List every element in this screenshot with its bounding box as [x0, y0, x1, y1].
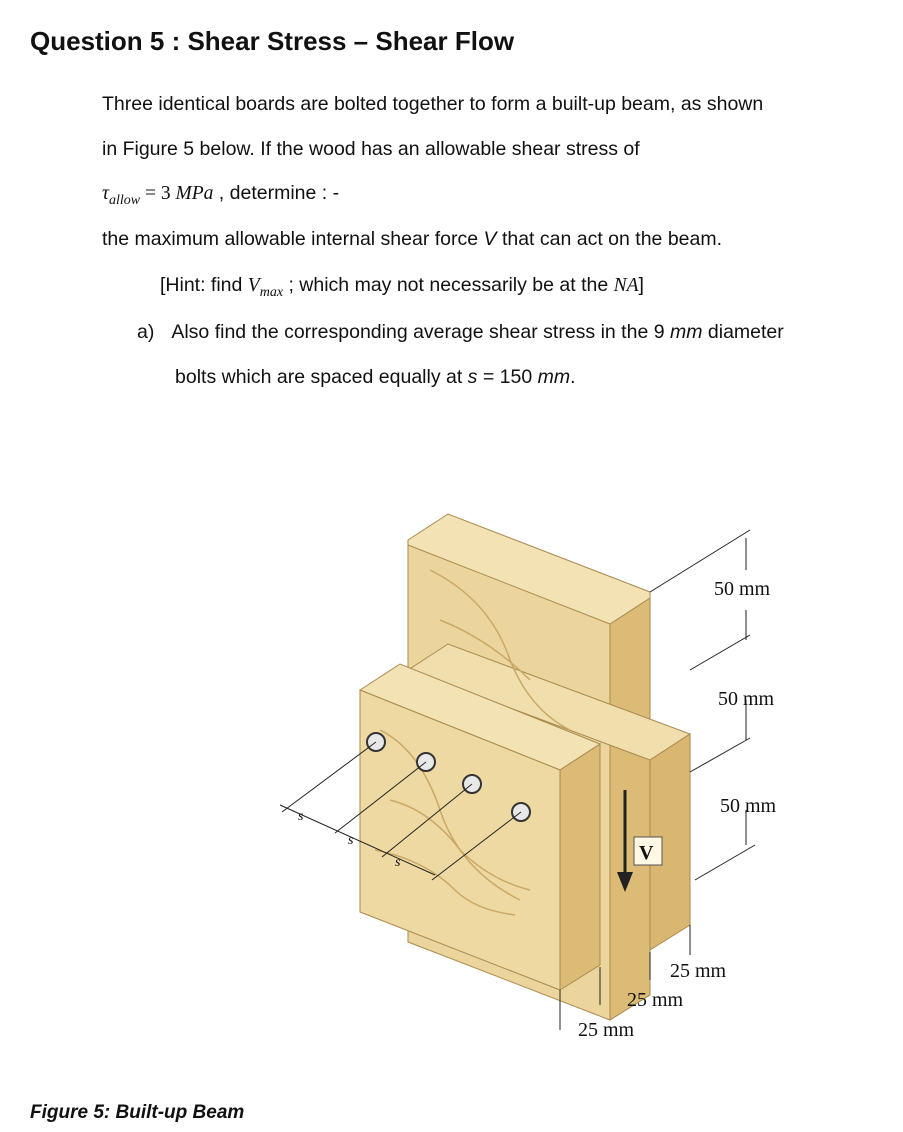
determine-text: , determine : -: [213, 182, 340, 204]
hint-na: NA: [613, 275, 639, 296]
part-a-line-2: bolts which are spaced equally at s = 150 mm.: [175, 366, 576, 388]
dim-thick-1: 25 mm: [670, 960, 727, 982]
shear-label: V: [639, 842, 654, 864]
question-title: Question 5 : Shear Stress – Shear Flow: [30, 26, 515, 56]
figure-caption: Figure 5: Built-up Beam: [30, 1102, 245, 1123]
intro-line-1: Three identical boards are bolted together to form a built-up beam, as shown: [102, 93, 764, 115]
intro-line-2: in Figure 5 below. If the wood has an allowable shear stress of: [102, 138, 640, 160]
built-up-beam-figure: [240, 500, 810, 1060]
tau-unit: MPa: [175, 183, 214, 204]
tau-symbol: τ: [102, 183, 109, 204]
dim-top-height: 50 mm: [714, 578, 771, 600]
part-a-label: a): [137, 321, 155, 343]
hint-v-sub: max: [259, 284, 284, 300]
dim-bot-height: 50 mm: [720, 795, 777, 817]
part-a-line-1: a) Also find the corresponding average shear stress in the 9 mm diameter: [137, 321, 784, 343]
question-line: the maximum allowable internal shear force V that can act on the beam.: [102, 228, 723, 250]
spacing-label-1: s: [298, 809, 304, 824]
dim-mid-height: 50 mm: [718, 688, 775, 710]
hint-v: V: [247, 275, 260, 296]
tau-subscript: allow: [108, 192, 141, 208]
tau-value: = 3: [140, 183, 176, 204]
hint-line: [Hint: find $V_{max}$ ; which may not necessarily be at the NA]: [160, 274, 644, 300]
spacing-label-2: s: [348, 833, 354, 848]
dim-thick-3: 25 mm: [578, 1019, 635, 1041]
shear-force-var: V: [483, 228, 497, 250]
allowable-stress-line: [102, 182, 339, 209]
dim-thick-2: 25 mm: [627, 989, 684, 1011]
spacing-label-3: s: [395, 855, 401, 870]
